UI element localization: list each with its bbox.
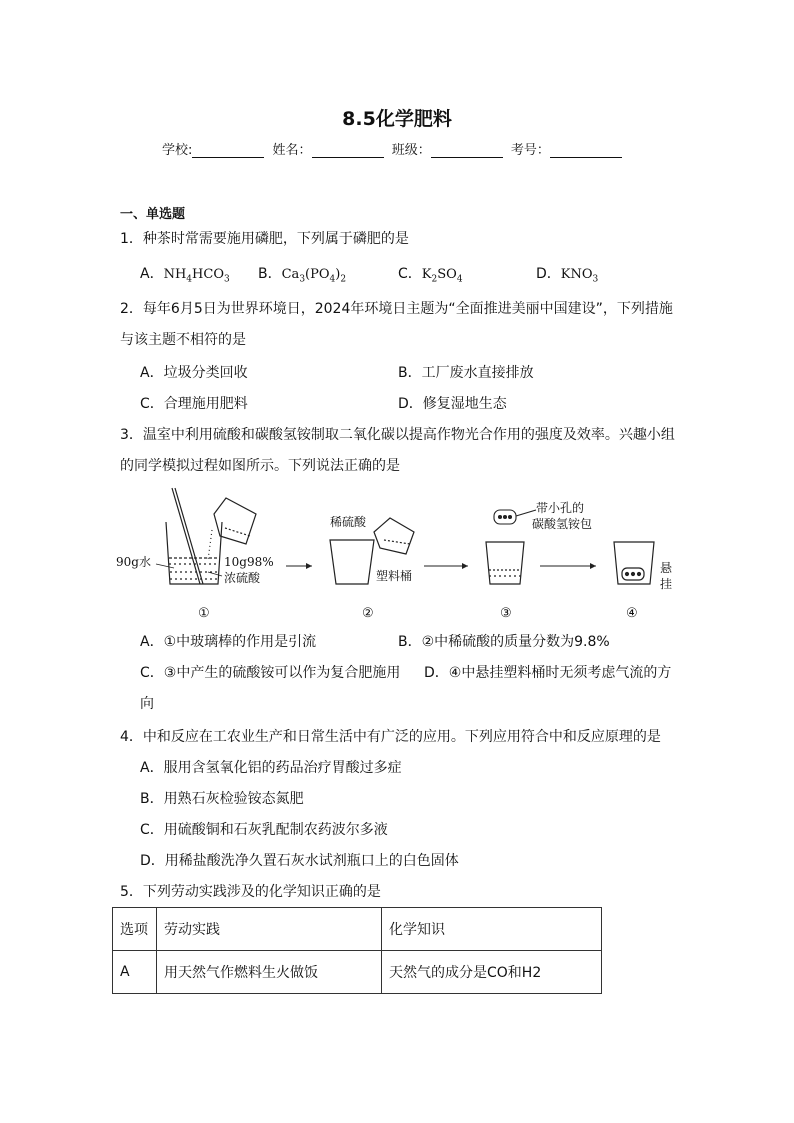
name-blank[interactable]: [312, 143, 384, 158]
class-blank[interactable]: [431, 143, 503, 158]
student-info-line: [162, 139, 626, 158]
page-title: 8.5化学肥料: [342, 108, 452, 130]
step-label-1: ①: [198, 606, 210, 621]
step-label-4: ④: [626, 606, 638, 621]
label-hang-2: 挂: [660, 577, 673, 591]
q3-stem-line1: 3．温室中利用硫酸和碳酸氢铵制取二氧化碳以提高作物光合作用的强度及效率。兴趣小组: [120, 427, 675, 443]
q1-option-b[interactable]: B．$Ca_3(PO_4)_2$: [258, 266, 347, 285]
q3-option-b[interactable]: B．②中稀硫酸的质量分数为9.8%: [398, 634, 610, 650]
q1-formula-c: $K_2SO_4$: [421, 267, 463, 285]
q4-option-b[interactable]: B．用熟石灰检验铵态氮肥: [140, 791, 304, 807]
q1-formula-b: $Ca_3(PO_4)_2$: [281, 267, 347, 285]
school-label: 学校:: [162, 143, 193, 158]
label-hang-1: 悬: [660, 561, 673, 575]
header-cell-option: 选项: [113, 908, 157, 951]
q3-option-a[interactable]: A．①中玻璃棒的作用是引流: [140, 634, 317, 650]
q4-option-a[interactable]: A．服用含氢氧化铝的药品治疗胃酸过多症: [140, 760, 402, 776]
q4-option-d[interactable]: D．用稀盐酸洗净久置石灰水试剂瓶口上的白色固体: [140, 853, 459, 869]
pouring-beaker-step2: [374, 518, 414, 554]
q3-option-d-cont: 向: [140, 696, 154, 712]
cell-option: A: [113, 951, 157, 994]
label-bucket: 塑料桶: [376, 569, 413, 583]
class-label: 班级：: [391, 143, 431, 158]
cell-knowledge: 天然气的成分是CO和H2: [382, 951, 602, 994]
school-blank[interactable]: [192, 143, 264, 158]
q1-formula-a: $NH_4HCO_3$: [163, 267, 230, 285]
q2-option-d[interactable]: D．修复湿地生态: [398, 396, 507, 412]
q1-stem: 1．种茶时常需要施用磷肥，下列属于磷肥的是: [120, 231, 409, 247]
label-bag-1: 带小孔的: [536, 501, 585, 515]
label-dilute-acid: 稀硫酸: [330, 515, 367, 529]
q3-option-c[interactable]: C．③中产生的硫酸铵可以作为复合肥施用: [140, 665, 401, 681]
cell-practice: 用天然气作燃料生火做饭: [157, 951, 382, 994]
label-water: 90g水: [116, 555, 151, 569]
table-row[interactable]: [113, 951, 602, 994]
label-acid-amount: 10g98%: [224, 555, 274, 569]
glass-rod-icon: [172, 488, 203, 584]
section-heading: 一、单选题: [120, 207, 186, 222]
number-blank[interactable]: [550, 143, 622, 158]
pouring-beaker-step1: [208, 498, 256, 560]
label-bag-2: 碳酸氢铵包: [532, 517, 593, 531]
q1-formula-d: $KNO_3$: [560, 267, 599, 285]
q2-stem-line1: 2．每年6月5日为世界环境日，2024年环境日主题为“全面推进美丽中国建设”，下列措施: [120, 301, 673, 317]
header-cell-knowledge: 化学知识: [382, 908, 602, 951]
q1-option-a[interactable]: A．$NH_4HCO_3$: [140, 266, 230, 285]
q4-option-c[interactable]: C．用硫酸铜和石灰乳配制农药波尔多液: [140, 822, 388, 838]
q2-stem-line2: 与该主题不相符的是: [120, 332, 246, 348]
table-header-row: [113, 908, 602, 951]
q4-stem: 4．中和反应在工农业生产和日常生活中有广泛的应用。下列应用符合中和反应原理的是: [120, 729, 661, 745]
step-label-3: ③: [500, 606, 512, 621]
number-label: 考号：: [510, 143, 550, 158]
q1-option-d[interactable]: D．$KNO_3$: [536, 266, 599, 285]
header-cell-practice: 劳动实践: [157, 908, 382, 951]
step-label-2: ②: [362, 606, 374, 621]
label-conc-acid: 浓硫酸: [224, 571, 261, 585]
q3-experiment-figure: [112, 480, 692, 625]
q2-option-b[interactable]: B．工厂废水直接排放: [398, 365, 534, 381]
bucket-step2: [330, 540, 374, 584]
q2-option-a[interactable]: A．垃圾分类回收: [140, 365, 248, 381]
q3-option-d[interactable]: D．④中悬挂塑料桶时无须考虑气流的方: [424, 665, 672, 681]
q1-option-c[interactable]: C．$K_2SO_4$: [398, 266, 463, 285]
name-label: 姓名：: [272, 143, 312, 158]
bucket-step3: [486, 542, 524, 584]
bucket-step4: [614, 542, 654, 584]
q3-stem-line2: 的同学模拟过程如图所示。下列说法正确的是: [120, 458, 400, 474]
bag-icon: [494, 510, 536, 524]
q5-stem: 5．下列劳动实践涉及的化学知识正确的是: [120, 884, 381, 900]
q2-option-c[interactable]: C．合理施用肥料: [140, 396, 248, 412]
q5-table: [112, 907, 602, 994]
